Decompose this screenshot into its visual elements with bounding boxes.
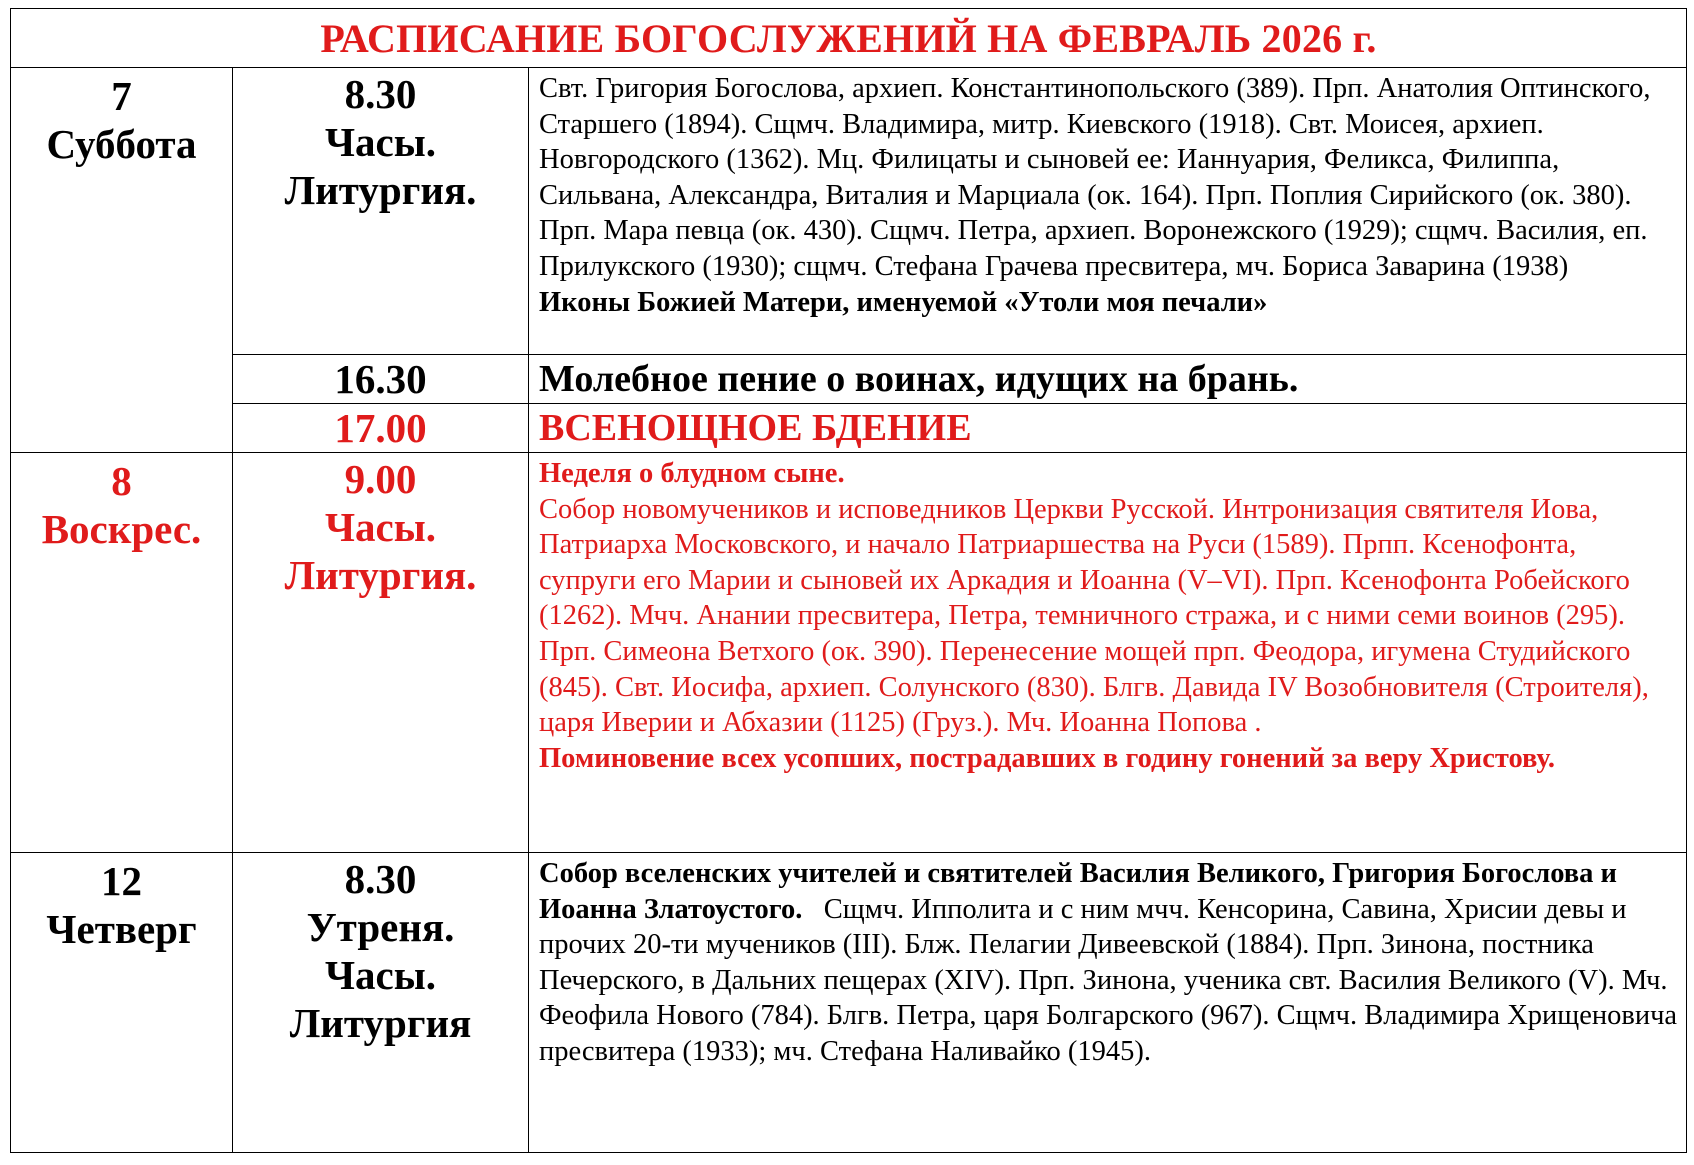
- table-row: [11, 68, 1687, 355]
- description-cell: [529, 853, 1687, 1153]
- service-time: 8.30: [344, 71, 417, 117]
- description-cell: [529, 404, 1687, 453]
- day-weekday: Воскрес.: [41, 506, 202, 552]
- title-row: [11, 9, 1687, 68]
- service-title: Молебное пение о воинах, идущих на брань.: [539, 358, 1299, 400]
- saints-text: Свт. Григория Богослова, архиеп. Константинопольского (389). Прп. Анатолия Оптинского, Старшего (1894). Сщмч. Владимира, митр. Киевского (1918). Свт. Моисея, архиеп. Новгородского (1362). Мц. Филицаты и сыновей ее: Ианнуария, Феликса, Филиппа, Сильвана, Александра, Виталия и Марциала (ок. 164). Прп. Поплия Сирийского (ок. 380). Прп. Мара певца (ок. 430). Сщмч. Петра, архиеп. Воронежского (1929); сщмч. Василия, еп. Прилукского (1930); сщмч. Стефана Грачева пресвитера, мч. Бориса Заварина (1938): [539, 73, 1651, 282]
- schedule-sheet: [10, 8, 1686, 1153]
- service-time: 17.00: [334, 405, 427, 451]
- title-cell: [11, 9, 1687, 68]
- description-cell: [529, 68, 1687, 355]
- day-cell: [11, 853, 233, 1153]
- page-title: РАСПИСАНИЕ БОГОСЛУЖЕНИЙ НА ФЕВРАЛЬ 2026 г.: [320, 15, 1377, 61]
- table-row: [11, 453, 1687, 853]
- time-cell: [233, 853, 529, 1153]
- table-row: [11, 853, 1687, 1153]
- table-row: [11, 404, 1687, 453]
- day-weekday: Четверг: [46, 906, 197, 952]
- saints-text: Сщмч. Ипполита и с ним мчч. Кенсорина, Савина, Хрисии девы и прочих 20-ти мучеников (III). Блж. Пелагии Дивеевской (1884). Прп. Зинона, постника Печерского, в Дальних пещерах (XIV). Прп. Зинона, ученика свт. Василия Великого (V). Мч. Феофила Нового (784). Блгв. Петра, царя Болгарского (967). Сщмч. Владимира Хрищеновича пресвитера (1933); мч. Стефана Наливайко (1945).: [539, 893, 1678, 1067]
- service-name: Литургия.: [284, 167, 477, 213]
- description-cell: [529, 355, 1687, 404]
- time-cell: [233, 404, 529, 453]
- time-cell: [233, 453, 529, 853]
- service-name: Литургия.: [284, 552, 477, 598]
- day-number: 12: [101, 858, 142, 904]
- day-cell: [11, 68, 233, 453]
- service-time: 8.30: [344, 856, 417, 902]
- service-time: 9.00: [344, 456, 417, 502]
- feast-heading: Неделя о блудном сыне.: [539, 458, 845, 489]
- day-cell: [11, 453, 233, 853]
- service-time: 16.30: [334, 356, 427, 402]
- service-name: Утреня.: [306, 904, 455, 950]
- feast-text: Иконы Божией Матери, именуемой «Утоли моя печали»: [539, 286, 1268, 318]
- time-cell: [233, 355, 529, 404]
- saints-text: Собор новомучеников и исповедников Церкви Русской. Интронизация святителя Иова, Патриарха Московского, и начало Патриаршества на Руси (1589). Прпп. Ксенофонта, супруги его Марии и сыновей их Аркадия и Иоанна (V–VI). Прп. Ксенофонта Робейского (1262). Мчч. Анании пресвитера, Петра, темничного стража, и с ними семи воинов (295). Прп. Симеона Ветхого (ок. 390). Перенесение мощей прп. Феодора, игумена Студийского (845). Свт. Иосифа, архиеп. Солунского (830). Блгв. Давида IV Возобновителя (Строителя), царя Иверии и Абхазии (1125) (Груз.). Мч. Иоанна Попова .: [539, 493, 1649, 739]
- service-name: Часы.: [324, 119, 437, 165]
- commemoration-text: Поминовение всех усопших, пострадавших в годину гонений за веру Христову.: [539, 742, 1555, 774]
- service-title: ВСЕНОЩНОЕ БДЕНИЕ: [539, 407, 972, 449]
- service-name: Часы.: [324, 504, 437, 550]
- service-name: Литургия: [289, 1000, 472, 1046]
- service-name: Часы.: [324, 952, 437, 998]
- day-weekday: Суббота: [46, 121, 197, 167]
- table-row: [11, 355, 1687, 404]
- time-cell: [233, 68, 529, 355]
- description-cell: [529, 453, 1687, 853]
- feast-heading: Собор вселенских учителей и святителей Василия Великого, Григория Богослова и Иоанна Златоустого.: [539, 858, 1617, 925]
- day-number: 7: [111, 73, 132, 119]
- schedule-table: [10, 8, 1687, 1153]
- day-number: 8: [111, 458, 132, 504]
